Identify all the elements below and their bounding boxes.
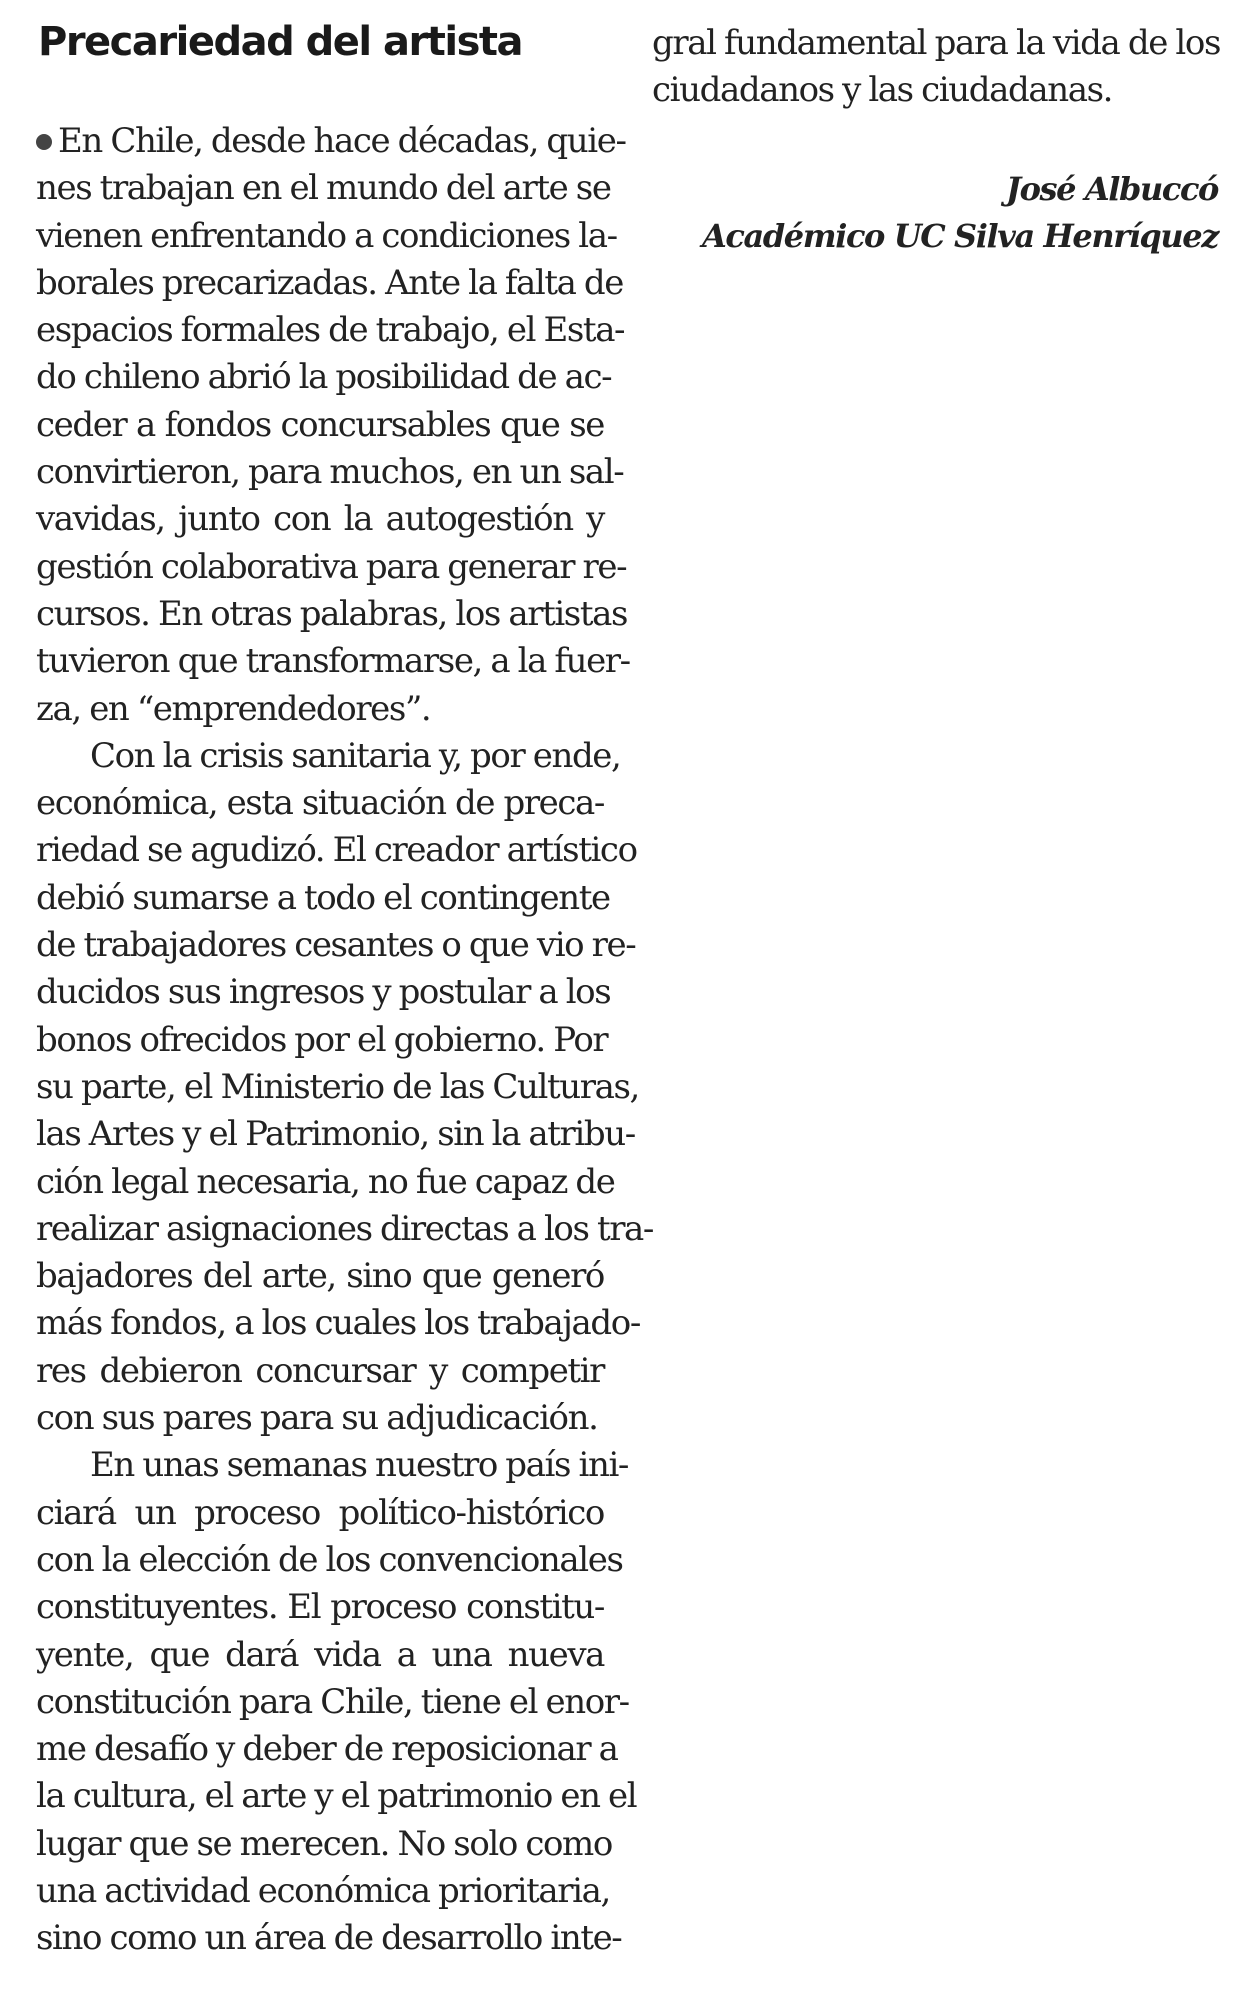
author-signature xyxy=(618,166,1218,260)
text-line: tuvieron que transformarse, a la fuer- xyxy=(36,641,630,682)
article-paragraph-3 xyxy=(36,1442,637,1962)
text-line: lugar que se merecen. No solo como xyxy=(36,1823,612,1864)
text-line: la cultura, el arte y el patrimonio en el xyxy=(36,1776,637,1817)
text-line: cursos. En otras palabras, los artistas xyxy=(36,593,628,634)
text-line: convirtieron, para muchos, en un sal- xyxy=(36,452,624,493)
text-line: de trabajadores cesantes o que vio re- xyxy=(36,925,636,966)
text-line: con la elección de los convencionales xyxy=(36,1539,623,1580)
text-line: ceder a fondos concursables que se xyxy=(36,404,604,445)
text-line: Con la crisis sanitaria y, por ende, xyxy=(90,735,621,776)
article-paragraph-1 xyxy=(36,118,630,733)
text-line: vienen enfrentando a condiciones la- xyxy=(36,215,617,256)
article-paragraph-2 xyxy=(36,733,654,1442)
text-line: con sus pares para su adjudicación. xyxy=(36,1398,598,1439)
author-affiliation: Académico UC Silva Henríquez xyxy=(701,217,1218,255)
text-line: vavidas, junto con la autogestión y xyxy=(36,499,604,540)
text-line: más fondos, a los cuales los trabajado- xyxy=(36,1303,640,1344)
text-line: ciudadanos y las ciudadanas. xyxy=(652,70,1113,111)
text-line: una actividad económica prioritaria, xyxy=(36,1870,610,1911)
text-line: constituyentes. El proceso constitu- xyxy=(36,1587,604,1628)
text-line: económica, esta situación de preca- xyxy=(36,783,604,824)
text-line: constitución para Chile, tiene el enor- xyxy=(36,1681,629,1722)
text-line: realizar asignaciones directas a los tra- xyxy=(36,1208,654,1249)
text-line: bonos ofrecidos por el gobierno. Por xyxy=(36,1019,608,1060)
text-line: debió sumarse a todo el contingente xyxy=(36,877,610,918)
text-line: su parte, el Ministerio de las Culturas, xyxy=(36,1066,639,1107)
text-line: res debieron concursar y competir xyxy=(36,1350,604,1391)
text-line: do chileno abrió la posibilidad de ac- xyxy=(36,357,612,398)
text-line: bajadores del arte, sino que generó xyxy=(36,1256,604,1297)
author-name: José Albuccó xyxy=(1005,170,1218,208)
text-line: En unas semanas nuestro país ini- xyxy=(90,1445,629,1486)
text-line: yente, que dará vida a una nueva xyxy=(36,1634,604,1675)
article-column-right xyxy=(652,20,1220,115)
text-line: En Chile, desde hace décadas, quie- xyxy=(36,118,604,165)
text-line: ciará un proceso político-histórico xyxy=(36,1492,604,1533)
text-line: riedad se agudizó. El creador artístico xyxy=(36,830,637,871)
article-headline: Precariedad del artista xyxy=(38,19,522,65)
text-line: espacios formales de trabajo, el Esta- xyxy=(36,310,625,351)
text-line: sino como un área de desarrollo inte- xyxy=(36,1918,622,1959)
text-line: za, en “emprendedores”. xyxy=(36,688,431,729)
text-line: ción legal necesaria, no fue capaz de xyxy=(36,1161,615,1202)
text-line: ducidos sus ingresos y postular a los xyxy=(36,972,611,1013)
text-line: borales precarizadas. Ante la falta de xyxy=(36,262,624,303)
article-column-left xyxy=(36,118,654,1963)
text-line: me desafío y deber de reposicionar a xyxy=(36,1729,618,1770)
text-line: gral fundamental para la vida de los xyxy=(652,23,1220,63)
text-line: gestión colaborativa para generar re- xyxy=(36,546,627,587)
text-line: nes trabajan en el mundo del arte se xyxy=(36,168,611,209)
bullet-dot-icon xyxy=(36,134,52,150)
text-line: las Artes y el Patrimonio, sin la atribu- xyxy=(36,1114,635,1155)
